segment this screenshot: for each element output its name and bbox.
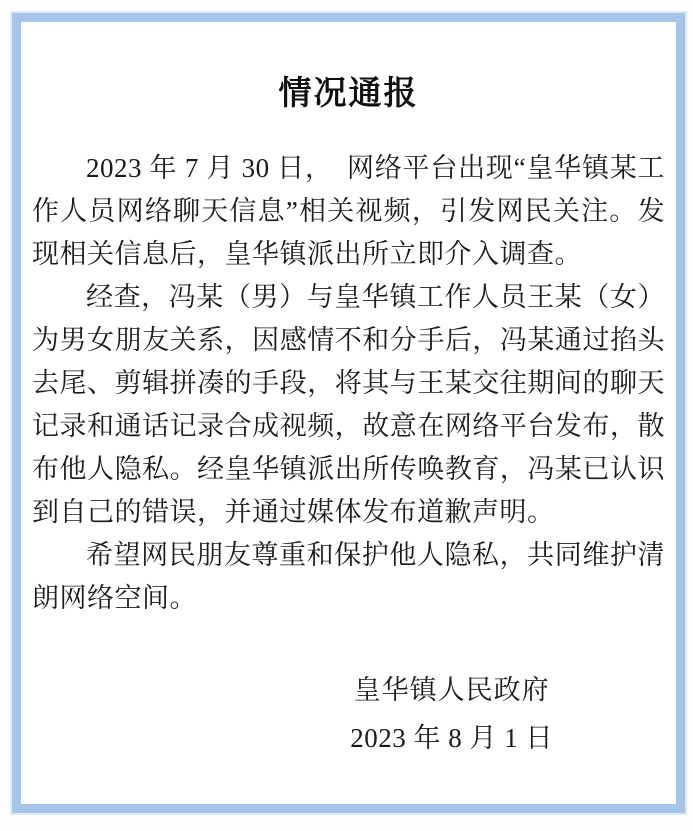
notice-paragraph-1: 2023 年 7 月 30 日， 网络平台出现“皇华镇某工作人员网络聊天信息”相关视频，引发网民关注。发现相关信息后，皇华镇派出所立即介入调查。 (32, 153, 665, 269)
notice-body (32, 147, 665, 620)
notice-title: 情况通报 (278, 74, 419, 111)
notice-paragraph-2: 经查，冯某（男）与皇华镇工作人员王某（女）为男女朋友关系，因感情不和分手后，冯某通过掐头去尾、剪辑拼凑的手段，将其与王某交往期间的聊天记录和通话记录合成视频，故意在网络平台发布，散布他人隐私。经皇华镇派出所传唤教育，冯某已认识到自己的错误，并通过媒体发布道歉声明。 (32, 282, 665, 527)
notice-paragraph-3: 希望网民朋友尊重和保护他人隐私，共同维护清朗网络空间。 (32, 540, 665, 613)
issuer-signature: 皇华镇人民政府 (353, 675, 550, 705)
issue-date: 2023 年 8 月 1 日 (350, 723, 553, 753)
signature-block (350, 670, 553, 758)
notice-document (23, 31, 674, 795)
document-border-frame (12, 13, 685, 813)
